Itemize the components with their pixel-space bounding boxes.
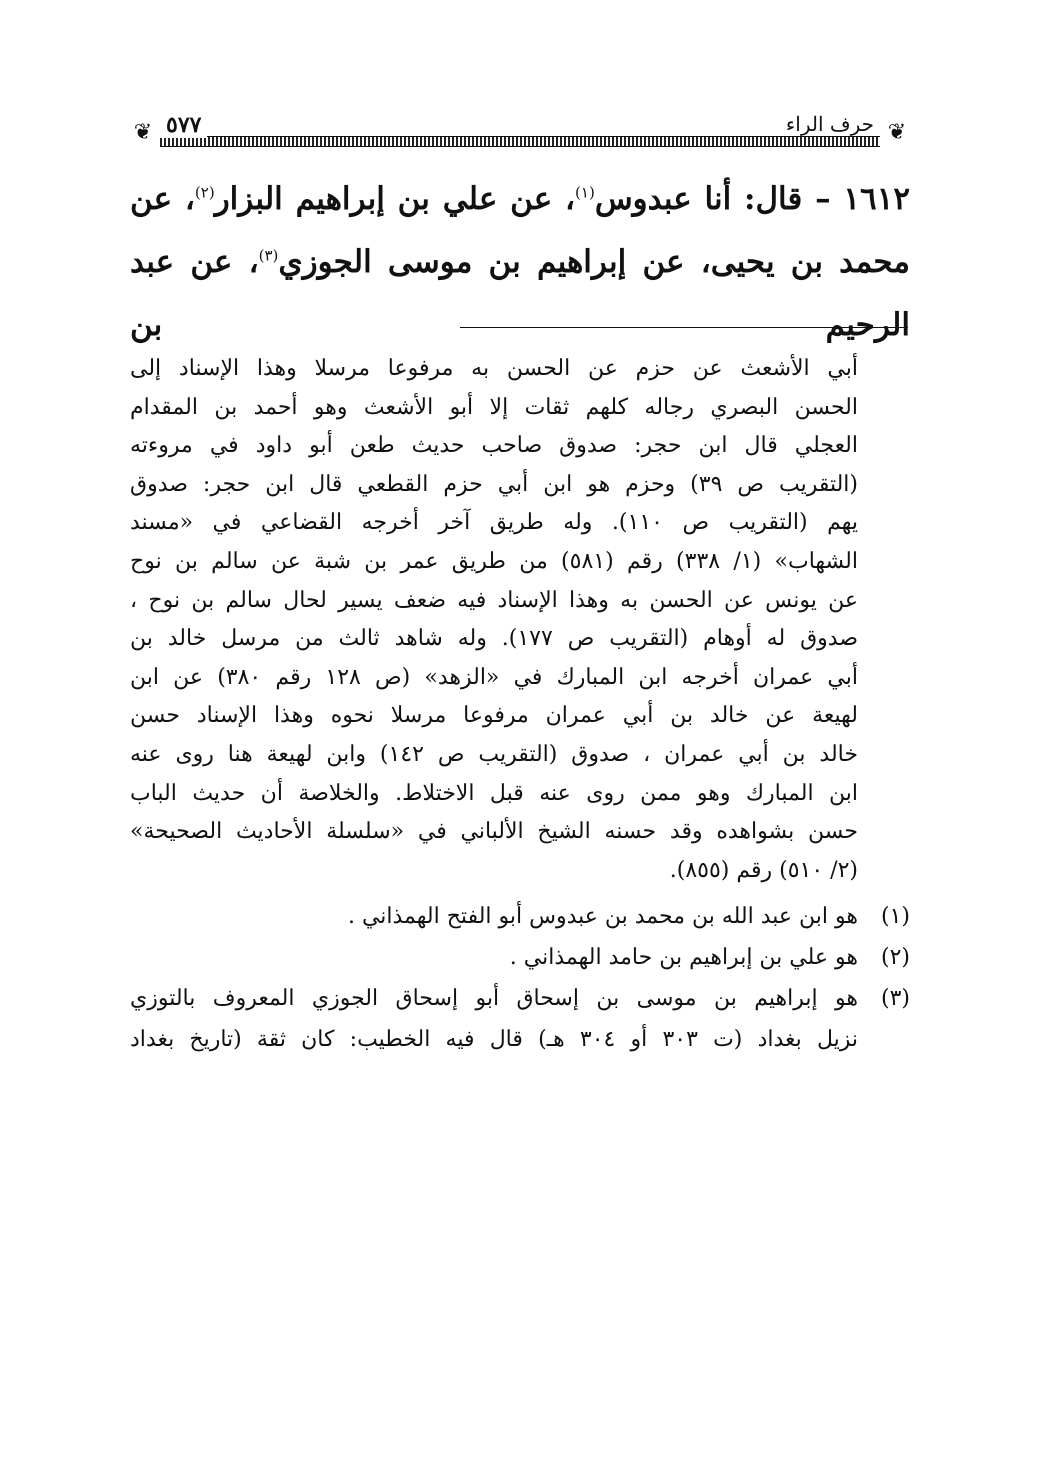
footnote-line: الحسن البصري رجاله كلهم ثقات إلا أبو الأشعث وهو أحمد بن المقدام: [130, 394, 858, 420]
footnote-text: هو علي بن إبراهيم بن حامد الهمذاني .: [509, 945, 858, 971]
footnote-line: ابن المبارك وهو ممن روى عنه قبل الاختلاط. والخلاصة أن حديث الباب: [130, 780, 858, 806]
footnote-text: هو ابن عبد الله بن محمد بن عبدوس أبو الفتح الهمذاني .: [347, 904, 858, 930]
footnote-text: نزيل بغداد (ت ٣٠٣ أو ٣٠٤ هـ) قال فيه الخطيب: كان ثقة (تاريخ بغداد: [130, 1027, 858, 1053]
footnote-line: خالد بن أبي عمران ، صدوق (التقريب ص ١٤٢) وابن لهيعة هنا روى عنه: [130, 741, 858, 767]
footnote-line: أبي عمران أخرجه ابن المبارك في «الزهد» (ص ١٢٨ رقم ٣٨٠) عن ابن: [130, 664, 858, 690]
main-text-line: ١٦١٢ – قال: أنا عبدوس$^{(١)}$، عن علي بن إبراهيم البزار$^{(٢)}$، عن: [130, 181, 910, 217]
footnote-ref: (٢): [194, 183, 215, 202]
footnote: [130, 978, 910, 1019]
footnote-line: يهم (التقريب ص ١١٠). وله طريق آخر أخرجه القضاعي في «مسند: [130, 510, 858, 536]
footnote-line: العجلي قال ابن حجر: صدوق صاحب حديث طعن أبو داود في مروءته: [130, 433, 858, 459]
running-title: حرف الراء: [780, 112, 880, 136]
footnote-number: (٢): [880, 945, 910, 971]
header-ornamental-rule: [160, 136, 880, 147]
page-header: [130, 108, 910, 148]
footnote-ref: (١): [575, 183, 595, 202]
footnote-list: [130, 896, 910, 1060]
footnote-line: صدوق له أوهام (التقريب ص ١٧٧). وله شاهد ثالث من مرسل خالد بن: [130, 626, 858, 652]
footnote-number: (١): [880, 904, 910, 930]
footnote-line: لهيعة عن خالد بن أبي عمران مرفوعا مرسلا نحوه وهذا الإسناد حسن: [130, 703, 858, 729]
footnote-continued-line: [130, 1019, 910, 1060]
footnote-line: (التقريب ص ٣٩) وحزم هو ابن أبي حزم القطعي قال ابن حجر: صدوق: [130, 471, 858, 497]
footnote-line: حسن بشواهده وقد حسنه الشيخ الألباني في «سلسلة الأحاديث الصحيحة»: [130, 819, 858, 845]
page-number: ٥٧٧: [160, 112, 207, 138]
floral-ornament-icon: ❦: [133, 120, 153, 145]
footnote-line: الشهاب» (١/ ٣٣٨) رقم (٥٨١) من طريق عمر بن شبة عن سالم بن نوح: [130, 548, 858, 574]
footnotes-section: [130, 350, 910, 1060]
main-text: [130, 168, 910, 357]
footnote-line: أبي الأشعث عن حزم عن الحسن به مرفوعا مرسلا وهذا الإسناد إلى: [130, 356, 858, 381]
footnote-continuation: [130, 350, 910, 890]
footnote-text: هو إبراهيم بن موسى بن إسحاق أبو إسحاق الجوزي المعروف بالتوزي: [130, 986, 858, 1012]
footnote: [130, 937, 910, 978]
footnote-line: عن يونس عن الحسن به وهذا الإسناد فيه ضعف يسير لحال سالم بن نوح ،: [130, 587, 858, 613]
footnote-ref: (٣): [258, 246, 279, 265]
footnote-number: (٣): [880, 986, 910, 1012]
footnote-line: (٢/ ٥١٠) رقم (٨٥٥).: [669, 857, 858, 883]
main-text-line: محمد بن يحيى، عن إبراهيم بن موسى الجوزي$^{(٣)}$، عن عبد الرحيم بن: [130, 244, 910, 343]
floral-ornament-icon: ❦: [887, 120, 907, 145]
footnote: [130, 896, 910, 937]
footnote-separator: [460, 327, 908, 328]
